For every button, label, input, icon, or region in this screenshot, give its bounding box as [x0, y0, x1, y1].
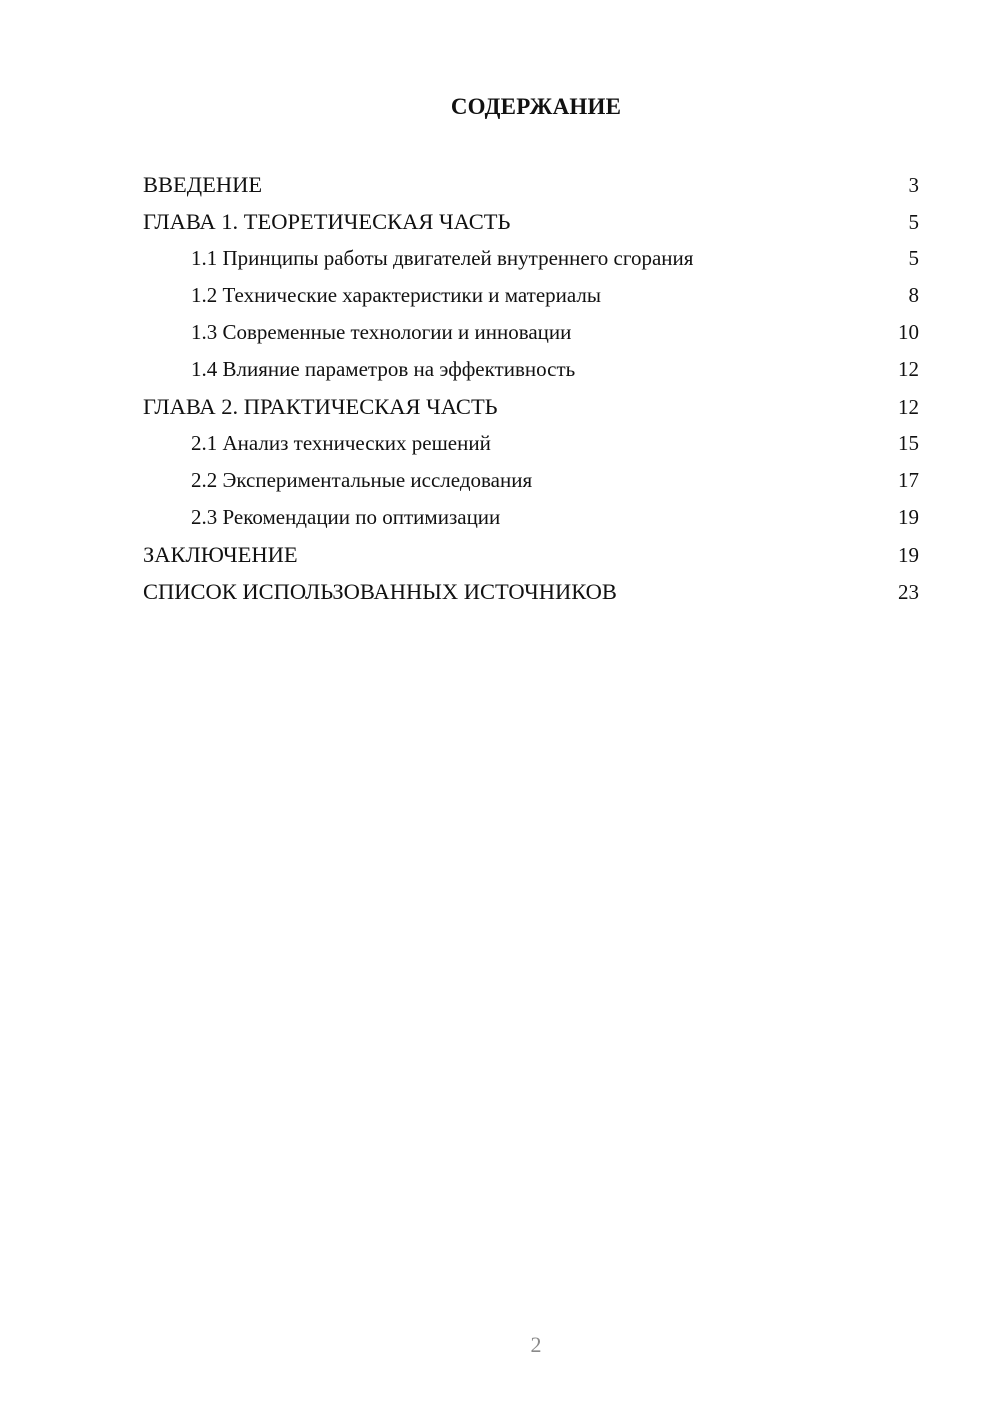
toc-entry-chapter-2 [143, 388, 919, 425]
toc-entry-conclusion [143, 536, 919, 573]
table-of-contents [143, 166, 919, 610]
toc-entry-label: ВВЕДЕНИЕ [143, 172, 263, 197]
toc-entry-label: 2.1 Анализ технических решений [191, 431, 491, 455]
toc-entry-page: 15 [898, 431, 919, 455]
page-number: 2 [530, 1332, 542, 1357]
toc-entry-label: СПИСОК ИСПОЛЬЗОВАННЫХ ИСТОЧНИКОВ [143, 579, 617, 604]
toc-entry-section-1-2 [143, 277, 919, 314]
toc-entry-page: 19 [898, 543, 919, 567]
toc-entry-page: 5 [908, 210, 919, 234]
page-title: СОДЕРЖАНИЕ [450, 94, 622, 119]
toc-entry-label: 2.2 Экспериментальные исследования [191, 468, 533, 492]
toc-entry-page: 8 [908, 283, 919, 307]
toc-entry-page: 17 [898, 468, 919, 492]
toc-entry-section-2-2 [143, 462, 919, 499]
toc-entry-references [143, 573, 919, 610]
toc-entry-section-2-1 [143, 425, 919, 462]
toc-entry-label: 1.1 Принципы работы двигателей внутреннего сгорания [191, 246, 694, 270]
toc-entry-label: 1.4 Влияние параметров на эффективность [191, 357, 576, 381]
toc-entry-introduction [143, 166, 919, 203]
toc-entry-label: ЗАКЛЮЧЕНИЕ [143, 542, 298, 567]
toc-entry-page: 12 [898, 357, 919, 381]
toc-entry-label: 2.3 Рекомендации по оптимизации [191, 505, 501, 529]
toc-entry-label: ГЛАВА 2. ПРАКТИЧЕСКАЯ ЧАСТЬ [143, 394, 498, 419]
toc-entry-section-1-1 [143, 240, 919, 277]
toc-entry-section-1-3 [143, 314, 919, 351]
toc-entry-page: 5 [908, 246, 919, 270]
toc-entry-chapter-1 [143, 203, 919, 240]
toc-entry-label: 1.3 Современные технологии и инновации [191, 320, 572, 344]
toc-entry-page: 12 [898, 395, 919, 419]
toc-entry-section-1-4 [143, 351, 919, 388]
toc-entry-page: 10 [898, 320, 919, 344]
toc-entry-page: 19 [898, 505, 919, 529]
toc-entry-page: 23 [898, 580, 919, 604]
toc-entry-label: 1.2 Технические характеристики и материалы [191, 283, 601, 307]
toc-entry-section-2-3 [143, 499, 919, 536]
toc-entry-label: ГЛАВА 1. ТЕОРЕТИЧЕСКАЯ ЧАСТЬ [143, 209, 511, 234]
toc-entry-page: 3 [908, 173, 919, 197]
